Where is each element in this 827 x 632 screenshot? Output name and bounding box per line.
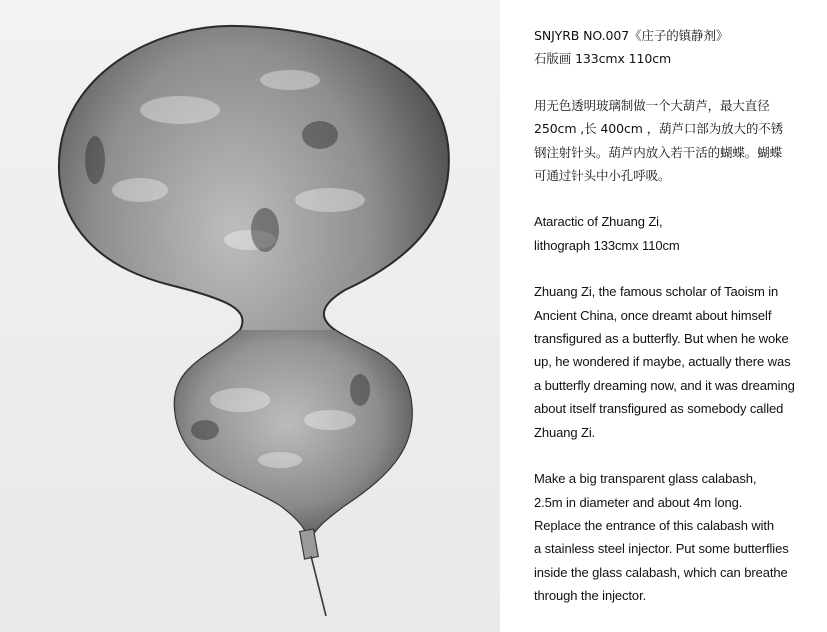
description-panel — [534, 24, 824, 631]
description-cn-line: 可通过针头中小孔呼吸。 — [534, 168, 671, 184]
story-line: Zhuang Zi, the famous scholar of Taoism in — [534, 284, 779, 300]
story-line: a butterfly dreaming now, and it was dreaming — [534, 377, 795, 393]
story-line: about itself transfigured as somebody called — [534, 401, 784, 417]
description-cn-line: 250cm ,长 400cm ，葫芦口部为放大的不锈 — [534, 121, 784, 137]
proposal-line: inside the glass calabash, which can breathe — [534, 564, 788, 580]
story-line: up, he wondered if maybe, actually there was — [534, 354, 791, 370]
artwork-medium-cn: 石版画 133cmx 110cm — [534, 51, 672, 67]
story-line: Zhuang Zi. — [534, 424, 596, 440]
proposal-en — [534, 467, 824, 607]
proposal-line: Make a big transparent glass calabash, — [534, 471, 757, 487]
artwork-title-en: Ataractic of Zhuang Zi, — [534, 214, 663, 230]
injector-needle — [300, 529, 326, 616]
artwork-medium-en: lithograph 133cmx 110cm — [534, 237, 680, 253]
story-en — [534, 280, 824, 444]
artwork-title-cn: SNJYRB NO.007《庄子的镇静剂》 — [534, 28, 729, 43]
proposal-line: through the injector. — [534, 588, 647, 604]
story-line: Ancient China, once dreamt about himself — [534, 307, 772, 323]
story-line: transfigured as a butterfly. But when he woke — [534, 331, 789, 347]
proposal-line: 2.5m in diameter and about 4m long. — [534, 494, 743, 510]
description-cn — [534, 94, 824, 188]
description-cn-line: 用无色透明玻璃制做一个大葫芦，最大直径 — [534, 97, 770, 113]
proposal-line: a stainless steel injector. Put some butterflies — [534, 541, 789, 557]
proposal-line: Replace the entrance of this calabash with — [534, 517, 775, 533]
description-cn-line: 钢注射针头。葫芦内放入若干活的蝴蝶。蝴蝶 — [534, 144, 783, 160]
